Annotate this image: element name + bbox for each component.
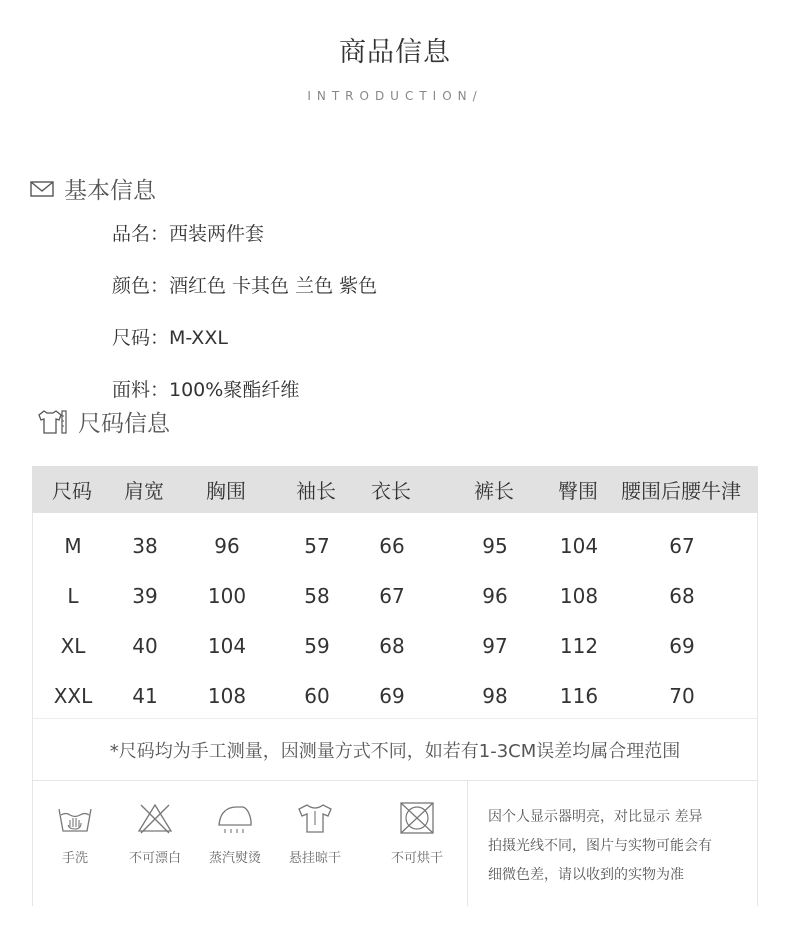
cell-pants: 96 <box>482 584 508 608</box>
table-row <box>33 571 757 621</box>
cell-waist: 69 <box>669 634 695 658</box>
cell-chest: 104 <box>207 634 247 658</box>
size-info-title: 尺码信息 <box>78 411 170 437</box>
care-item-no-tumble-dry <box>377 801 457 866</box>
col-hip: 臀围 <box>558 479 598 503</box>
cell-shoulder: 41 <box>132 684 158 708</box>
cell-hip: 112 <box>559 634 599 658</box>
cell-pants: 95 <box>482 534 508 558</box>
cell-hip: 104 <box>559 534 599 558</box>
info-fabric: 面料：100%聚酯纤维 <box>112 379 300 401</box>
col-length: 衣长 <box>371 479 411 503</box>
cell-length: 66 <box>379 534 405 558</box>
care-label: 不可烘干 <box>390 851 443 866</box>
cell-waist: 70 <box>669 684 695 708</box>
cell-shoulder: 39 <box>132 584 158 608</box>
table-body <box>32 513 758 727</box>
disclaimer-line: 因个人显示器明亮，对比显示 差异 <box>488 809 703 825</box>
hand-wash-icon <box>55 801 95 835</box>
cell-pants: 98 <box>482 684 508 708</box>
size-info-heading <box>36 405 170 438</box>
cell-size: M <box>64 534 82 558</box>
cell-shoulder: 40 <box>132 634 158 658</box>
page-title: 商品信息 <box>339 37 451 68</box>
care-label: 不可漂白 <box>128 851 181 866</box>
cell-pants: 97 <box>482 634 508 658</box>
measurement-note: *尺码均为手工测量，因测量方式不同，如若有1-3CM误差均属合理范围 <box>32 718 758 781</box>
table-row <box>33 521 757 571</box>
size-table <box>32 466 758 727</box>
envelope-icon <box>30 180 54 198</box>
disclaimer-line: 细微色差，请以收到的实物为准 <box>488 867 684 883</box>
cell-waist: 67 <box>669 534 695 558</box>
info-sizes: 尺码：M-XXL <box>112 327 228 349</box>
care-item-steam-iron <box>195 801 275 866</box>
hang-dry-icon <box>295 801 335 835</box>
care-item-hand-wash <box>35 801 115 866</box>
cell-length: 68 <box>379 634 405 658</box>
basic-info-heading <box>30 172 156 205</box>
cell-size: L <box>67 584 79 608</box>
col-pants: 裤长 <box>474 479 514 503</box>
cell-length: 67 <box>379 584 405 608</box>
cell-chest: 108 <box>207 684 247 708</box>
table-row <box>33 621 757 671</box>
care-label: 悬挂晾干 <box>288 851 341 866</box>
no-bleach-icon <box>135 801 175 835</box>
table-row <box>33 671 757 721</box>
care-item-no-bleach <box>115 801 195 866</box>
cell-sleeve: 58 <box>304 584 330 608</box>
col-chest: 胸围 <box>206 479 246 503</box>
info-product-name: 品名：西装两件套 <box>112 223 265 245</box>
cell-size: XL <box>60 634 86 658</box>
table-header <box>32 466 758 513</box>
care-label: 手洗 <box>61 851 88 866</box>
cell-waist: 68 <box>669 584 695 608</box>
col-waist: 腰围后腰牛津 <box>621 479 741 503</box>
no-tumble-dry-icon <box>397 801 437 835</box>
color-disclaimer <box>488 803 758 890</box>
care-label: 蒸汽熨烫 <box>208 851 261 866</box>
care-divider <box>467 781 468 906</box>
disclaimer-line: 拍摄光线不同，图片与实物可能会有 <box>488 838 712 854</box>
cell-size: XXL <box>53 684 93 708</box>
cell-hip: 116 <box>559 684 599 708</box>
cell-length: 69 <box>379 684 405 708</box>
col-size: 尺码 <box>52 479 92 503</box>
col-sleeve: 袖长 <box>296 479 336 503</box>
cell-sleeve: 59 <box>304 634 330 658</box>
shirt-ruler-icon <box>36 408 68 436</box>
basic-info-title: 基本信息 <box>64 178 156 204</box>
steam-iron-icon <box>215 801 255 835</box>
cell-sleeve: 57 <box>304 534 330 558</box>
info-colors: 颜色：酒红色 卡其色 兰色 紫色 <box>112 275 378 297</box>
cell-hip: 108 <box>559 584 599 608</box>
page-subtitle: INTRODUCTION/ <box>307 89 483 103</box>
cell-shoulder: 38 <box>132 534 158 558</box>
cell-sleeve: 60 <box>304 684 330 708</box>
care-item-hang-dry <box>275 801 355 866</box>
care-section <box>32 781 758 906</box>
cell-chest: 100 <box>207 584 247 608</box>
cell-chest: 96 <box>214 534 240 558</box>
col-shoulder: 肩宽 <box>124 479 164 503</box>
